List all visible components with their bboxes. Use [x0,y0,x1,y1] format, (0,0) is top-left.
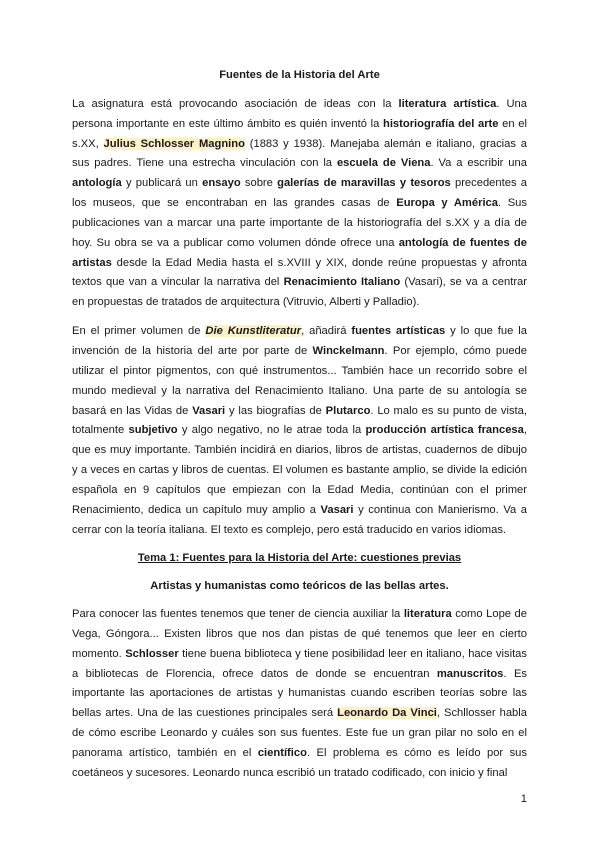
text-run: , que es muy importante. También incidirá en diarios, libros de artistas, cuadernos de dibujo y a veces en cartas y libros de cuentas. El volumen es bastante amplio, se divide la edición española en 9 capítulos que empiezan con la Edad Media, continúan con el primer Renacimiento, dedica un capítulo muy amplio a [72,424,527,516]
bold-term: Plutarco [325,404,371,417]
highlighted-term: Leonardo Da Vinci [337,707,437,720]
section-subheading: Artistas y humanistas como teóricos de las bellas artes. [150,580,449,593]
text-run: , Schllosser habla de cómo escribe Leonardo y cuáles son sus fuentes. Este fue un gran pilar no solo en el panorama artístico, también en el [72,707,527,759]
text-run: En el primer volumen de [72,325,206,338]
bold-term: galerías de maravillas y tesoros [277,177,451,190]
bold-term: Schlosser [125,647,179,660]
text-run: desde la Edad Media hasta el s.XVIII y XIX, donde reúne propuestas y afronta textos que van a vincular la narrativa del [72,256,527,289]
text-run: y lo que fue la invención de la historia del arte por parte de [72,325,527,357]
bold-term: escuela de Viena [336,157,431,170]
bold-term: Vasari [192,404,226,417]
bold-term: producción artística francesa [365,424,524,437]
bold-term: manuscritos [436,667,504,680]
bold-term: subjetivo [128,424,178,437]
bold-term: Renacimiento Italiano [283,276,401,289]
bold-term: antología [72,177,122,190]
bold-term: Europa y América [396,197,498,210]
text-run: (1883 y 1938). Manejaba alemán e italiano, gracias a sus padres. Tiene una estrecha vinculación con la [72,137,528,170]
bold-term: Vasari [320,503,354,516]
bold-term: literatura artística [398,97,497,110]
text-run: . Sus publicaciones van a marcar una parte importante de la historiografía del s.XX y a día de hoy. Su obra se va a publicar como volumen dónde ofrece una [72,197,528,249]
highlighted-term: Julius Schlosser Magnino [103,137,245,150]
text-run: . Lo malo es su punto de vista, totalmente [72,404,527,437]
text-run: , añadirá [301,325,352,338]
text-run: y publicará un [121,177,203,190]
bold-term: ensayo [202,177,241,190]
bold-term: historiografía del arte [382,117,499,130]
bold-term: antología de fuentes de artistas [72,236,527,269]
bold-term: Winckelmann [312,344,385,357]
text-run: precedentes a los museos, que se encontraban en las grandes casas de [72,177,528,210]
text-run: Para conocer las fuentes tenemos que tener de ciencia auxiliar la [72,608,404,621]
page-number: 1 [520,793,527,805]
paragraph-intro [72,95,527,313]
text-run: como Lope de Vega, Góngora... Existen libros que nos dan pistas de qué tenemos que leer en cierto momento. [72,608,527,660]
text-run: y continua con Manierismo. Va a cerrar con la teoría italiana. El texto es complejo, pero está traducido en varios idiomas. [72,503,527,536]
text-run: (Vasari), se va a centrar en propuestas de tratados de arquitectura (Vitruvio, Alberti y Palladio). [72,276,527,309]
bold-term: fuentes artísticas [351,325,446,338]
document-title: Fuentes de la Historia del Arte [219,69,380,81]
paragraph-fuentes [72,605,527,784]
highlighted-term: Die Kunstliteratur [205,325,302,338]
text-run: en el s.XX, [72,117,527,150]
text-run: . Es importante las aportaciones de artistas y humanistas cuando escriben teorías sobre las bellas artes. Una de las cuestiones principales será [72,667,527,720]
text-run: sobre [240,177,278,190]
section-heading-tema: Tema 1: Fuentes para la Historia del Arte: cuestiones previas [137,552,462,565]
bold-term: científico [257,747,307,759]
text-run: tiene buena biblioteca y tiene posibilidad leer en italiano, hace visitas a bibliotecas de Florencia, ofrece datos de donde se encuentran [72,647,527,680]
text-run: y algo negativo, no le atrae toda la [177,424,366,437]
page-content [72,66,527,793]
text-run: . Va a escribir una [430,157,527,170]
text-run: . Una persona importante en este último ámbito es quién inventó la [72,97,527,130]
bold-term: literatura [403,608,452,621]
text-run: La asignatura está provocando asociación de ideas con la [72,97,399,110]
text-run: . Por ejemplo, cómo puede utilizar el pintor pigmentos, con qué instrumentos... También hace un recorrido sobre el mundo medieval y la narrativa del Renacimiento Italiano. Una parte de su antología se basará en las Vidas de [72,344,527,417]
text-run: y las biografías de [225,404,326,417]
paragraph-kunstliteratur [72,322,527,540]
text-run: . El problema es cómo es leído por sus coetáneos y sucesores. Leonardo nunca escribió un tratado codificado, con inicio y final [72,747,527,779]
